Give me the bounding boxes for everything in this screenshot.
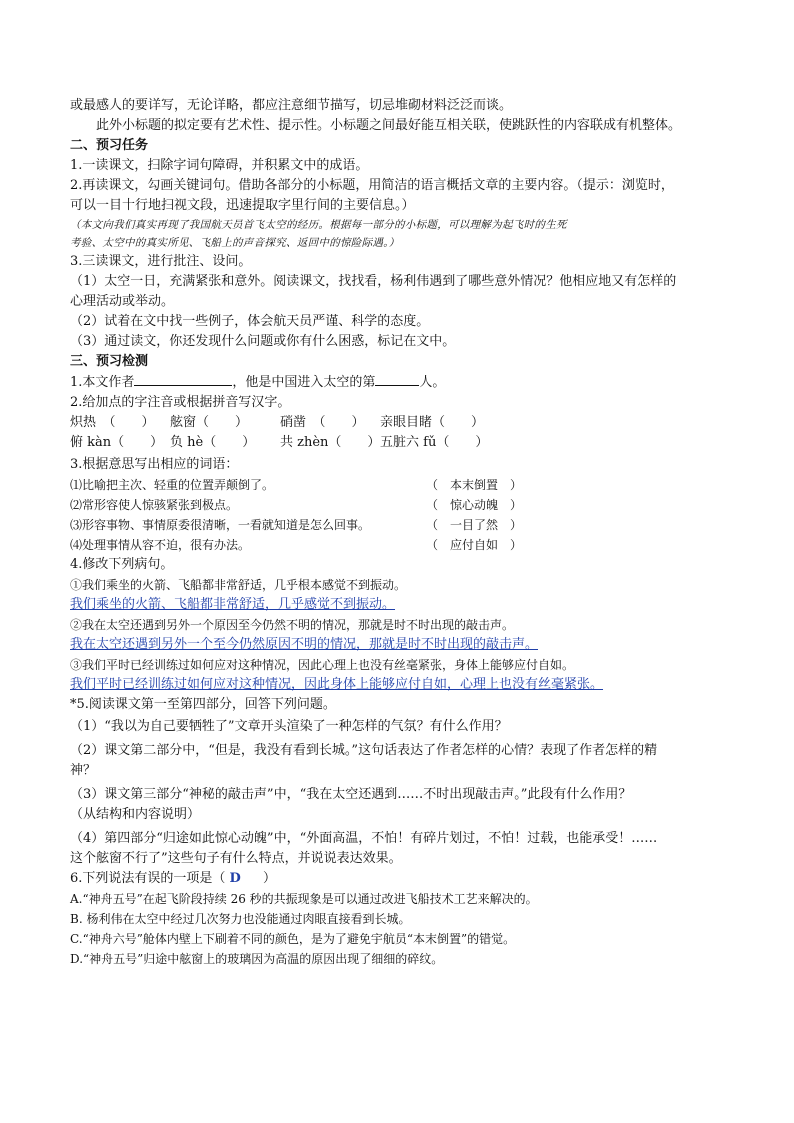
pinyin-item[interactable]: 舷窗（ ） <box>170 415 249 430</box>
word-definition: ⑵常形容使人惊骇紧张到极点。 <box>70 498 239 512</box>
corrected-sentence-2: 我在太空还遇到另外一个至今仍然原因不明的情况，那就是时不时出现的敲击声。 <box>70 637 539 652</box>
text-line: 或最感人的要详写，无论详略，都应注意细节描写，切忌堆砌材料泛泛而谈。 <box>70 98 513 113</box>
document-page <box>70 96 730 969</box>
pinyin-item[interactable]: 硝凿 （ ） <box>280 415 365 430</box>
section-heading-preview-test: 三、预习检测 <box>70 354 149 369</box>
q1-text-c: 人。 <box>419 375 446 390</box>
question-5-2-cont: 神？ <box>70 763 97 778</box>
word-row-4 <box>70 535 730 555</box>
question-2: 2.给加点的字注音或根据拼音写汉字。 <box>70 395 291 410</box>
question-6-answer: D <box>229 871 241 886</box>
word-row-3 <box>70 515 730 535</box>
task-2-cont: 可以一目十行地扫视文段，迅速提取字里行间的主要信息。） <box>70 198 415 213</box>
pinyin-item[interactable]: 炽热 （ ） <box>70 415 155 430</box>
question-5-4-cont: 这个舷窗不行了”这些句子有什么特点，并说说表达效果。 <box>70 851 402 866</box>
option-c: C.“神舟六号”舱体内壁上下刷着不同的颜色，是为了避免宇航员“本末倒置”的错觉。 <box>70 932 516 946</box>
pinyin-item[interactable]: 共 zhèn（ ） <box>280 435 381 450</box>
word-answer[interactable]: （ 本末倒置 ） <box>426 478 523 492</box>
task-1: 1.一读课文，扫除字词句障碍，并积累文中的成语。 <box>70 158 369 173</box>
word-row-1 <box>70 475 730 495</box>
task-2-answer-note-cont: 考验、太空中的真实所见、飞船上的声音探究、返回中的惊险际遇。） <box>70 237 400 249</box>
q1-text-b: ，他是中国进入太空的第 <box>232 375 376 390</box>
task-2-answer-note: （本文向我们真实再现了我国航天员首飞太空的经历。根据每一部分的小标题，可以理解为起飞时的生死 <box>70 219 567 231</box>
question-5: *5.阅读课文第一至第四部分，回答下列问题。 <box>70 697 336 712</box>
option-b: B. 杨利伟在太空中经过几次努力也没能通过肉眼直接看到长城。 <box>70 912 411 926</box>
task-3-1: （1）太空一日，充满紧张和意外。阅读课文，找找看，杨利伟遇到了哪些意外情况？他相应地又有怎样的 <box>70 274 677 289</box>
question-3: 3.根据意思写出相应的词语： <box>70 457 239 472</box>
faulty-sentence-1: ①我们乘坐的火箭、飞船都非常舒适，几乎根本感觉不到振动。 <box>70 578 407 592</box>
task-2: 2.再读课文，勾画关键词句。借助各部分的小标题，用简洁的语言概括文章的主要内容。（提示：浏览时， <box>70 178 674 193</box>
question-5-2: （2）课文第二部分中，“但是，我没有看到长城。”这句话表达了作者怎样的心情？表现了作者怎样的精 <box>70 743 658 758</box>
question-5-4: （4）第四部分“归途如此惊心动魄”中，“外面高温，不怕！有碎片划过，不怕！过载，也能承受！…… <box>70 831 658 846</box>
question-5-3-cont: （从结构和内容说明） <box>70 807 201 822</box>
pinyin-row-2 <box>70 433 730 453</box>
section-heading-preview-tasks: 二、预习任务 <box>70 138 149 153</box>
corrected-sentence-3: 我们平时已经训练过如何应对这种情况，因此身体上能够应付自如，心理上也没有丝毫紧张。 <box>70 677 604 692</box>
task-3-1-cont: 心理活动或举动。 <box>70 294 175 309</box>
question-5-3: （3）课文第三部分“神秘的敲击声”中，“我在太空还遇到……不时出现敲击声。”此段有什么作用？ <box>70 787 632 802</box>
question-6: 6.下列说法有误的一项是（ D ） <box>70 871 276 886</box>
word-answer[interactable]: （ 惊心动魄 ） <box>426 498 523 512</box>
word-definition: ⑷处理事情从容不迫，很有办法。 <box>70 538 251 552</box>
faulty-sentence-3: ③我们平时已经训练过如何应对这种情况，因此心理上也没有丝毫紧张，身体上能够应付自如。 <box>70 658 575 672</box>
pinyin-row-1 <box>70 413 730 433</box>
corrected-sentence-1: 我们乘坐的火箭、飞船都非常舒适，几乎感觉不到振动。 <box>70 597 396 612</box>
author-blank[interactable] <box>134 372 232 386</box>
word-definition: ⑴比喻把主次、轻重的位置弄颠倒了。 <box>70 478 275 492</box>
pinyin-item[interactable]: 俯 kàn（ ） <box>70 435 164 450</box>
word-definition: ⑶形容事物、事情原委很清晰，一看就知道是怎么回事。 <box>70 518 371 532</box>
pinyin-item[interactable]: 亲眼目睹（ ） <box>380 415 485 430</box>
option-d: D.“神舟五号”归途中舷窗上的玻璃因为高温的原因出现了细细的碎纹。 <box>70 952 444 966</box>
order-blank[interactable] <box>375 372 419 386</box>
pinyin-item[interactable]: 五脏六 fǔ（ ） <box>380 435 489 450</box>
pinyin-item[interactable]: 负 hè（ ） <box>170 435 256 450</box>
question-1 <box>70 372 730 393</box>
word-answer[interactable]: （ 应付自如 ） <box>426 538 523 552</box>
q1-text-a: 1.本文作者 <box>70 375 135 390</box>
word-row-2 <box>70 495 730 515</box>
task-3: 3.三读课文，进行批注、设问。 <box>70 254 252 269</box>
question-4: 4.修改下列病句。 <box>70 557 174 572</box>
option-a: A.“神舟五号”在起飞阶段持续 26 秒的共振现象是可以通过改进飞船技术工艺来解决的。 <box>70 892 538 906</box>
faulty-sentence-2: ②我在太空还遇到另外一个原因至今仍然不明的情况，那就是时不时出现的敲击声。 <box>70 618 515 632</box>
task-3-2: （2）试着在文中找一些例子，体会航天员严谨、科学的态度。 <box>70 314 430 329</box>
question-5-1: （1）“我以为自己要牺牲了”文章开头渲染了一种怎样的气氛？有什么作用？ <box>70 719 508 734</box>
task-3-3: （3）通过读文，你还发现什么问题或你有什么困惑，标记在文中。 <box>70 334 456 349</box>
text-line: 此外小标题的拟定要有艺术性、提示性。小标题之间最好能互相关联，使跳跃性的内容联成有机整体。 <box>96 118 682 133</box>
word-answer[interactable]: （ 一目了然 ） <box>426 518 523 532</box>
